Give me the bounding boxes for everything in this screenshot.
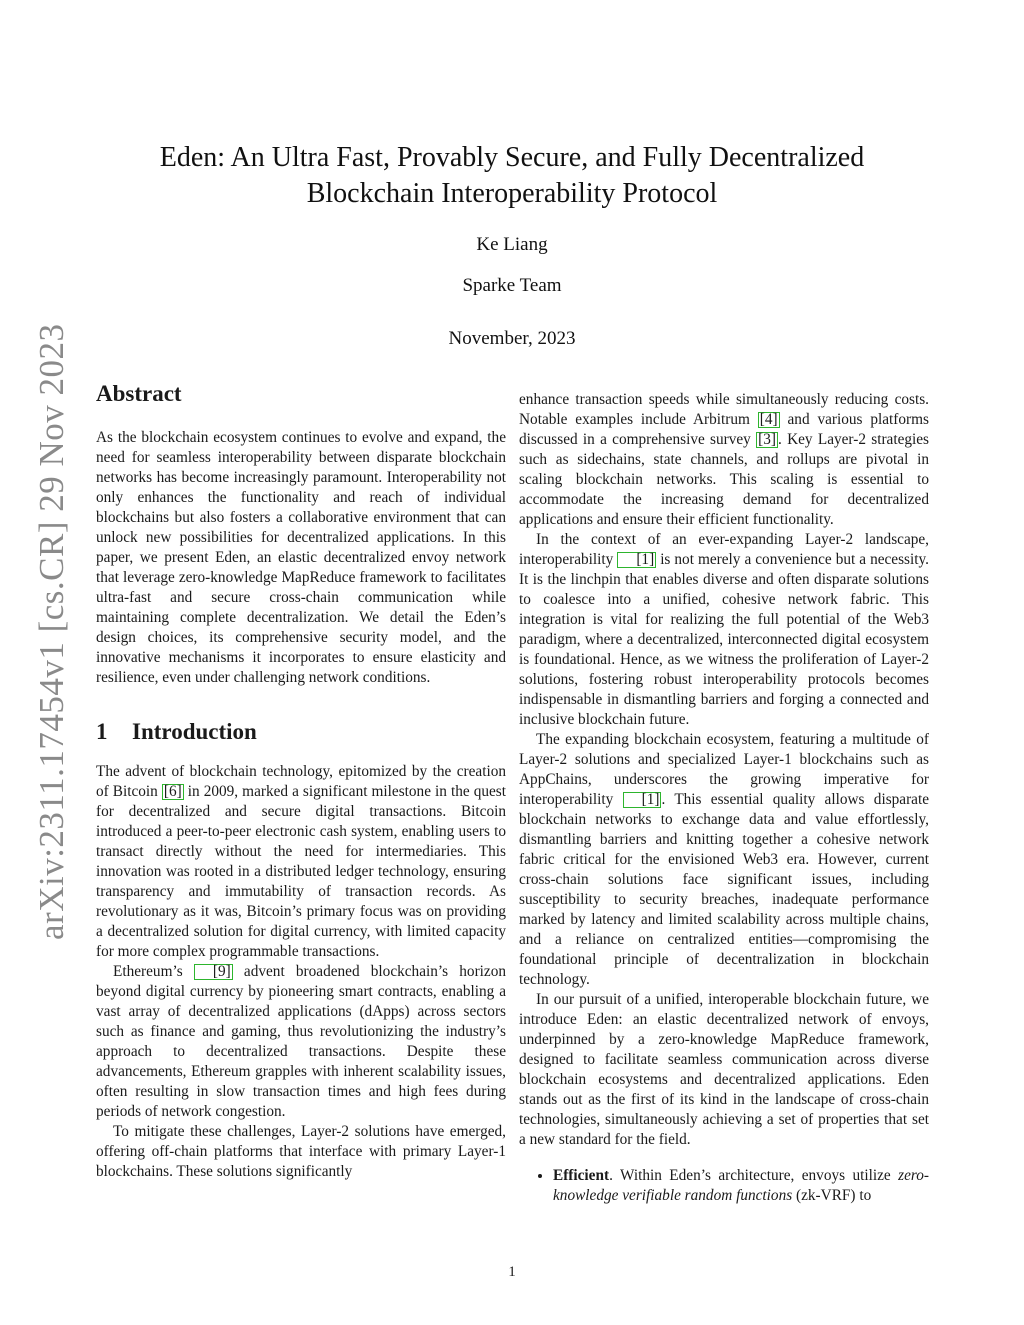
bullet-label: Efficient bbox=[553, 1167, 610, 1184]
affiliation: Sparke Team bbox=[462, 275, 562, 296]
title-line-1: Eden: An Ultra Fast, Provably Secure, and Fully Decentralized bbox=[159, 142, 865, 173]
paragraph-text: enhance transaction speeds while simultaneously reducing costs. Notable examples include Arbitrum bbox=[519, 391, 929, 428]
paragraph-text: The expanding blockchain ecosystem, featuring a multitude of Layer-2 solutions and specialized Layer-1 blockchains such as AppChains, underscores the growing imperative for interoperability bbox=[519, 731, 929, 808]
intro-paragraph-6: In our pursuit of a unified, interoperable blockchain future, we introduce Eden: an elastic decentralized network of envoys, underpinned by a zero-knowledge MapReduce framework, designed to facilitate seamless communication across diverse blockchain ecosystems and decentralized applications. Eden stands out as the first of its kind in the landscape of cross-chain technologies, simultaneously achieving a set of properties that set a new standard for the field. bbox=[519, 991, 929, 1148]
bullet-text: (zk-VRF) to bbox=[796, 1187, 872, 1204]
paragraph-text: and various platforms discussed in a comprehensive survey bbox=[519, 411, 929, 448]
paper-title bbox=[0, 140, 1024, 212]
arxiv-identifier: arXiv:2311.17454v1 [cs.CR] 29 Nov 2023 bbox=[32, 323, 71, 940]
intro-paragraph-5 bbox=[519, 730, 929, 990]
paragraph-text: . Key Layer-2 strategies such as sidechains, state channels, and rollups are pivotal in scaling blockchain networks. This scaling is essential to accommodate the increasing demand for decentralized applications and ensure their efficient functionality. bbox=[519, 431, 930, 528]
publication-date: November, 2023 bbox=[448, 328, 576, 349]
intro-paragraph-2 bbox=[96, 962, 506, 1122]
citation-link[interactable]: [1] bbox=[617, 552, 656, 568]
bullet-text: . Within Eden’s architecture, envoys utilize bbox=[609, 1167, 891, 1184]
author-name: Ke Liang bbox=[476, 234, 548, 255]
paragraph-text: is not merely a convenience but a necessity. It is the linchpin that enables diverse and often disparate solutions to coalesce into a unified, cohesive network fabric. This integration is vital for realizing the full potential of the Web3 paradigm, where a decentralized, interconnected digital ecosystem is foundational. Hence, as we witness the proliferation of Layer-2 solutions, fostering robust interoperability protocols becomes indispensable in dismantling barriers and forging a connected and inclusive blockchain future. bbox=[519, 551, 929, 728]
left-column bbox=[96, 380, 506, 1182]
paragraph-text: advent broadened blockchain’s horizon beyond digital currency by pioneering smart contracts, enabling a vast array of decentralized applications (dApps) across sectors such as finance and gaming, thus revolutionizing the industry’s approach to decentralized transactions. Despite these advancements, Ethereum grapples with inherent scalability issues, often resulting in slow transaction times and high fees during periods of network congestion. bbox=[96, 963, 507, 1120]
intro-paragraph-4 bbox=[519, 530, 929, 730]
right-column bbox=[519, 390, 929, 1206]
intro-paragraph-3: To mitigate these challenges, Layer-2 solutions have emerged, offering off-chain platforms that interface with primary Layer-1 blockchains. These solutions significantly bbox=[96, 1123, 506, 1180]
list-item bbox=[553, 1166, 929, 1206]
citation-link[interactable]: [1] bbox=[623, 792, 662, 808]
paragraph-text: in 2009, marked a significant milestone in the quest for decentralized and secure digital transactions. Bitcoin introduced a peer-to-peer electronic cash system, enabling users to transact directly without the need for intermediaries. This innovation was rooted in a distributed ledger technology, ensuring transparency and immutability of transaction records. As revolutionary as it was, Bitcoin’s primary focus was on providing a decentralized solution for digital currency, with limited capacity for more complex programmable transactions. bbox=[96, 783, 506, 960]
section-title: Introduction bbox=[132, 719, 257, 744]
paragraph-text: In the context of an ever-expanding Layer-2 landscape, interoperability bbox=[519, 531, 929, 568]
introduction-heading bbox=[96, 718, 506, 746]
citation-link[interactable]: [4] bbox=[759, 411, 778, 428]
abstract-text: As the blockchain ecosystem continues to evolve and expand, the need for seamless interoperability between disparate blockchain networks has become increasingly paramount. Interoperability not only enhances the functionality and reach of individual blockchains but also fosters a collaborative environment that can unlock new possibilities for decentralized applications. In this paper, we present Eden, an elastic decentralized envoy network that leverage zero-knowledge MapReduce framework to facilitates ultra-fast and secure cross-chain communication while maintaining complete decentralization. We detail the Eden’s design choices, its comprehensive security model, and the innovative mechanisms it incorporates to ensure elasticity and resilience, even under challenging network conditions. bbox=[96, 429, 506, 686]
citation-link[interactable]: [3] bbox=[758, 431, 776, 448]
citation-link[interactable]: [6] bbox=[163, 783, 182, 800]
section-number: 1 bbox=[96, 719, 108, 744]
paragraph-text: . This essential quality allows disparate blockchain networks to exchange data and value effortlessly, dismantling barriers and knitting together a cohesive network fabric critical for the envisioned Web3 era. However, current cross-chain solutions face significant issues, including susceptibility to security breaches, inadequate performance marked by latency and limited scalability across multiple chains, and a reliance on centralized entities—compromising the foundational principle of decentralization in blockchain technology. bbox=[519, 791, 930, 988]
page-number: 1 bbox=[508, 1264, 516, 1280]
intro-paragraph-1 bbox=[96, 762, 506, 962]
paragraph-text: The advent of blockchain technology, epitomized by the creation of Bitcoin bbox=[96, 763, 506, 800]
abstract-heading: Abstract bbox=[96, 381, 182, 406]
bullet-emphasis: zero-knowledge verifiable random functions bbox=[553, 1167, 929, 1204]
citation-link[interactable]: [9] bbox=[194, 964, 233, 980]
paragraph-text: Ethereum’s bbox=[113, 963, 183, 980]
title-line-2: Blockchain Interoperability Protocol bbox=[306, 178, 718, 209]
intro-paragraph-3-continued bbox=[519, 390, 929, 530]
property-list bbox=[519, 1166, 929, 1206]
